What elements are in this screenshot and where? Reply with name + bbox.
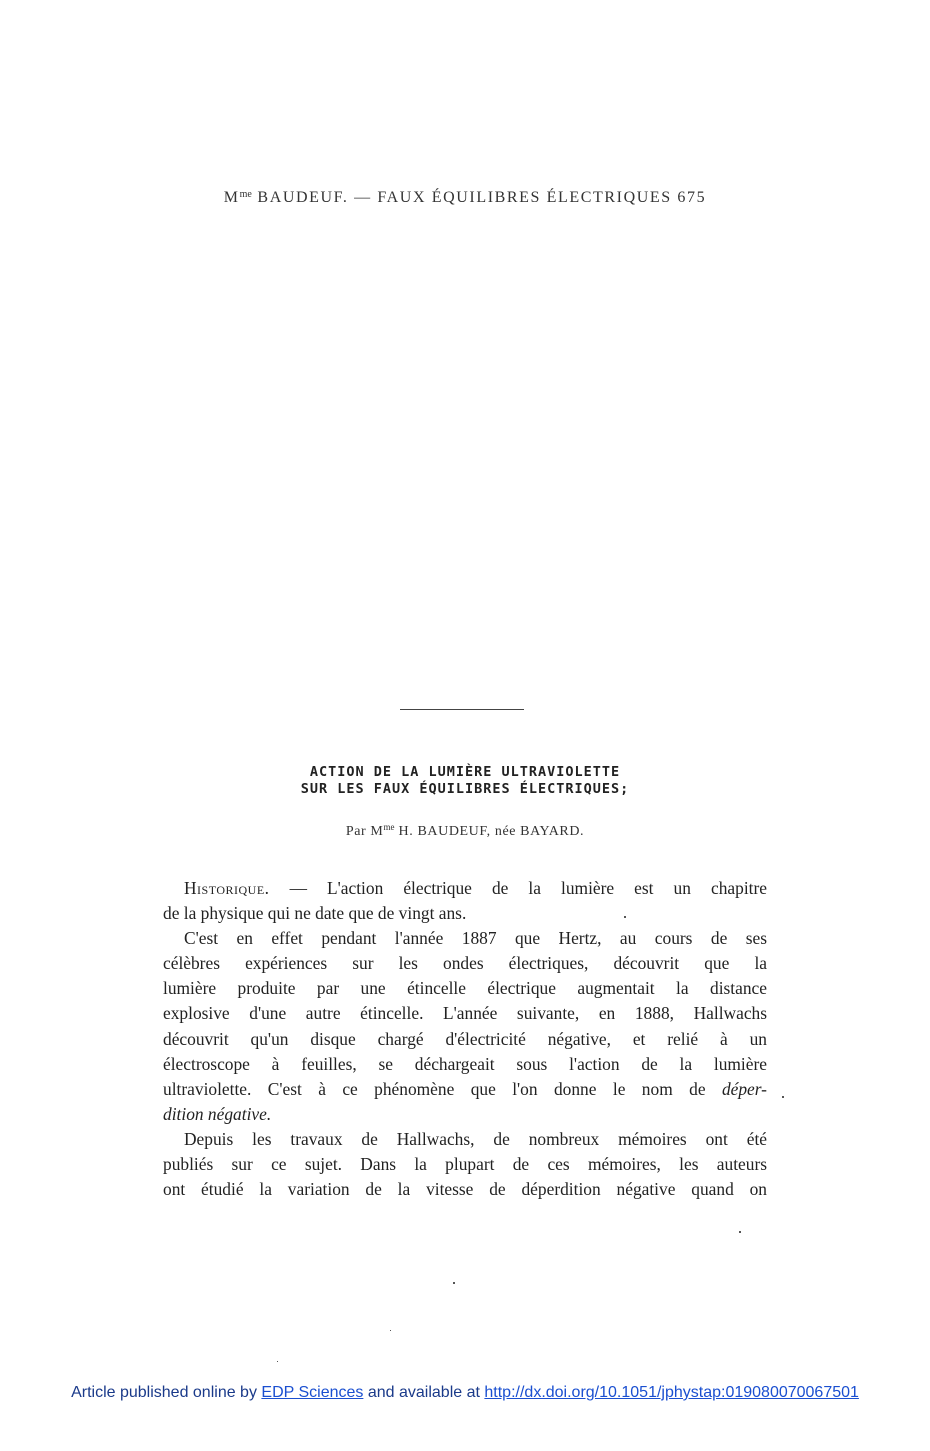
paragraph-2-line-5: découvrit qu'un disque chargé d'électricité négative, et relié à un [163,1028,767,1049]
byline [0,822,930,840]
article-title-line-1: ACTION DE LA LUMIÈRE ULTRAVIOLETTE [309,764,621,780]
scan-speck [782,1096,784,1098]
paragraph-2-line-7-text: ultraviolette. C'est à ce phénomène que l'on donne le nom de [163,1078,706,1099]
paragraph-2-line-8 [163,1102,767,1127]
running-head-separator: — [354,189,372,206]
paragraph-2-line-2: célèbres expériences sur les ondes électriques, découvrit que la [163,953,767,974]
paragraph-2-line-7 [163,1077,767,1102]
paragraph-1-line-1-text: — L'action électrique de la lumière est un chapitre [289,878,767,898]
running-head-title: FAUX ÉQUILIBRES ÉLECTRIQUES [377,189,672,206]
paragraph-1-line-2: de la physique qui ne date que de vingt ans. [163,903,467,924]
running-head-author-prefix-sup: me [239,189,252,200]
section-heading: Historique. [184,878,270,898]
article-title-line-2: SUR LES FAUX ÉQUILIBRES ÉLECTRIQUES; [300,781,630,797]
page-number: 675 [677,189,707,206]
running-head-author: BAUDEUF. [257,189,349,206]
byline-sup: me [383,822,395,832]
running-head-author-prefix: M [223,189,240,206]
article-title [0,764,930,798]
doi-link[interactable]: http://dx.doi.org/10.1051/jphystap:019080070067501 [484,1384,859,1401]
section-divider [400,709,524,710]
scan-speck [277,1361,278,1362]
scan-speck [624,916,626,918]
paragraph-2-line-1: C'est en effet pendant l'année 1887 que Hertz, au cours de ses [184,928,767,949]
paragraph-3-line-3: ont étudié la variation de la vitesse de déperdition négative quand on [163,1179,767,1200]
article-body [163,876,767,1202]
footer-middle: and available at [367,1384,480,1401]
paragraph-2-line-3: lumière produite par une étincelle électrique augmentait la distance [163,978,767,999]
paragraph-3-line-2: publiés sur ce sujet. Dans la plupart de ces mémoires, les auteurs [163,1154,767,1175]
paragraph-2-line-7-italic: déper- [721,1078,767,1099]
byline-par: Par M [345,824,384,839]
publisher-link[interactable]: EDP Sciences [261,1384,364,1401]
paragraph-1-line-1 [163,876,767,901]
byline-name: H. BAUDEUF, née BAYARD. [398,824,585,839]
scan-speck [390,1330,391,1331]
publication-footer [0,1384,930,1402]
paragraph-2-line-8-italic: dition négative. [163,1103,272,1124]
paragraph-2-line-6: électroscope à feuilles, se déchargeait sous l'action de la lumière [163,1053,767,1074]
paragraph-2-line-4: explosive d'une autre étincelle. L'année suivante, en 1888, Hallwachs [163,1003,767,1024]
scan-speck [453,1282,455,1284]
scan-speck [739,1231,741,1233]
running-head [0,189,930,207]
footer-prefix: Article published online by [71,1384,257,1401]
paragraph-3-line-1: Depuis les travaux de Hallwachs, de nombreux mémoires ont été [184,1128,767,1149]
